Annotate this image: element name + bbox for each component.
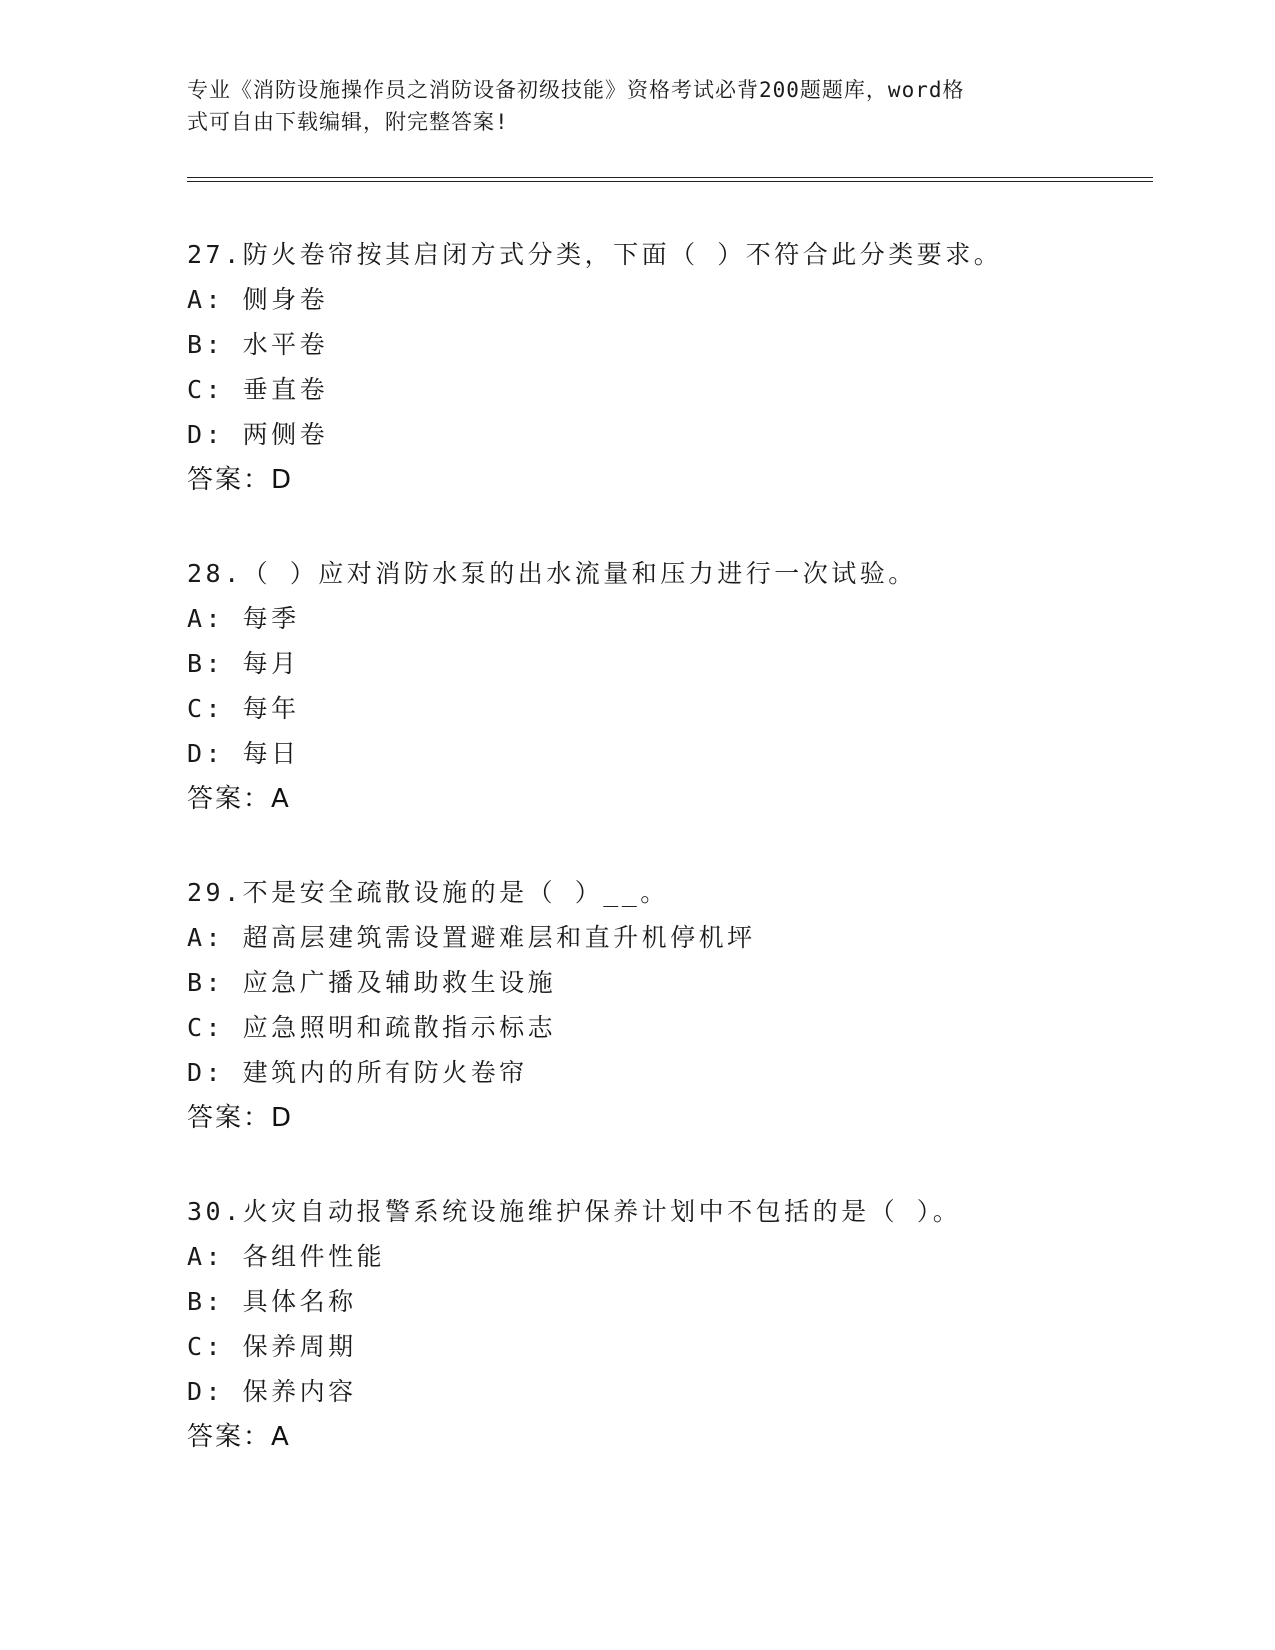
option-b: B: 应急广播及辅助救生设施 — [187, 968, 557, 997]
option-b: B: 每月 — [187, 649, 300, 678]
option-a: A: 超高层建筑需设置避难层和直升机停机坪 — [187, 923, 756, 952]
question-28 — [187, 558, 1147, 815]
header-line-1: 专业《消防设施操作员之消防设备初级技能》资格考试必背200题题库，word格 — [187, 78, 965, 102]
answer: 答案：D — [187, 1103, 294, 1133]
option-d: D: 两侧卷 — [187, 420, 329, 449]
question-stem: 28.（ ）应对消防水泵的出水流量和压力进行一次试验。 — [187, 559, 917, 588]
option-b: B: 水平卷 — [187, 330, 329, 359]
question-29 — [187, 877, 1147, 1134]
option-d: D: 建筑内的所有防火卷帘 — [187, 1058, 528, 1087]
answer: 答案：A — [187, 1422, 291, 1452]
question-27 — [187, 239, 1147, 496]
option-d: D: 保养内容 — [187, 1377, 357, 1406]
document-header — [187, 74, 1067, 138]
option-a: A: 每季 — [187, 604, 300, 633]
question-30 — [187, 1196, 1147, 1453]
option-a: A: 侧身卷 — [187, 285, 329, 314]
option-c: C: 保养周期 — [187, 1332, 357, 1361]
option-d: D: 每日 — [187, 739, 300, 768]
header-line-2: 式可自由下载编辑，附完整答案! — [187, 110, 509, 134]
header-divider-bottom — [187, 181, 1153, 182]
option-c: C: 应急照明和疏散指示标志 — [187, 1013, 557, 1042]
option-c: C: 垂直卷 — [187, 375, 329, 404]
header-divider-top — [187, 177, 1153, 178]
answer: 答案：D — [187, 465, 294, 495]
question-stem: 29.不是安全疏散设施的是（ ）__。 — [187, 878, 669, 907]
option-a: A: 各组件性能 — [187, 1242, 386, 1271]
question-stem: 30.火灾自动报警系统设施维护保养计划中不包括的是（ ）。 — [187, 1197, 962, 1226]
answer: 答案：A — [187, 784, 291, 814]
option-b: B: 具体名称 — [187, 1287, 357, 1316]
option-c: C: 每年 — [187, 694, 300, 723]
question-stem: 27.防火卷帘按其启闭方式分类，下面（ ）不符合此分类要求。 — [187, 240, 1003, 269]
